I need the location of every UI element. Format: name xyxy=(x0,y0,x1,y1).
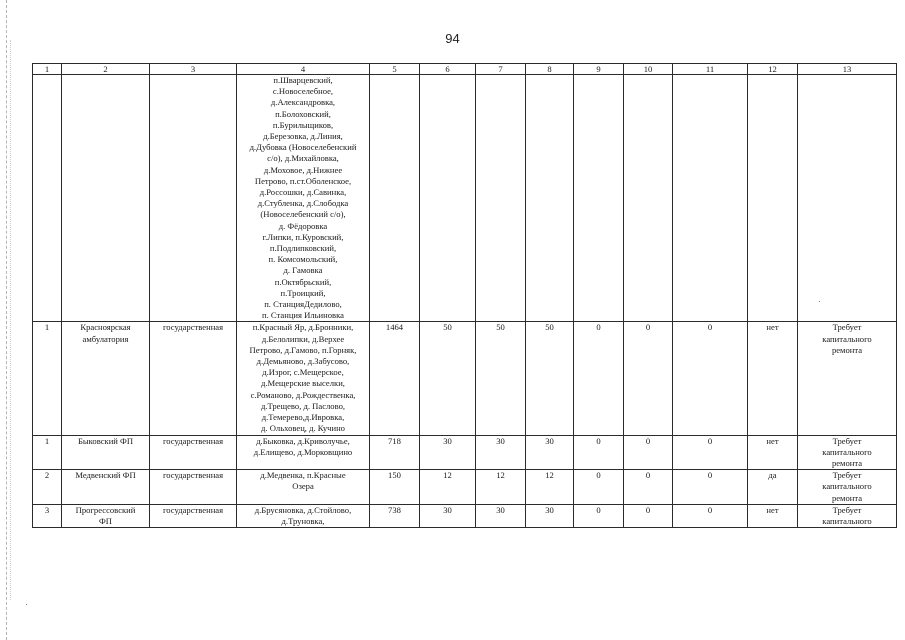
cell-condition: Требует капитального xyxy=(798,504,897,527)
binding-edge-mark-inner xyxy=(10,40,12,600)
cell-col8 xyxy=(526,75,574,322)
cell-col12: нет xyxy=(748,435,798,470)
table-row-continuation xyxy=(33,75,897,322)
cell-col8: 12 xyxy=(526,470,574,505)
cell-col10 xyxy=(624,75,673,322)
column-number-header: 4 xyxy=(237,64,370,75)
cell-condition: Требует капитального ремонта xyxy=(798,470,897,505)
column-number-header: 1 xyxy=(33,64,62,75)
cell-col6: 50 xyxy=(420,322,476,435)
cell-col7 xyxy=(476,75,526,322)
column-number-header: 6 xyxy=(420,64,476,75)
cell-ownership: государственная xyxy=(150,470,237,505)
column-number-header: 3 xyxy=(150,64,237,75)
cell-index xyxy=(33,75,62,322)
cell-ownership: государственная xyxy=(150,322,237,435)
cell-col12 xyxy=(748,75,798,322)
page-number: 94 xyxy=(445,31,460,46)
column-number-header: 11 xyxy=(673,64,748,75)
scan-speck xyxy=(26,604,27,605)
cell-settlements: д.Брусяновка, д.Стойлово, д.Труновка, xyxy=(237,504,370,527)
cell-col6: 30 xyxy=(420,435,476,470)
cell-col9: 0 xyxy=(574,435,624,470)
cell-settlements: д.Быковка, д.Криволучье, д.Елищево, д.Морковщино xyxy=(237,435,370,470)
cell-col10: 0 xyxy=(624,470,673,505)
cell-index: 1 xyxy=(33,435,62,470)
column-number-header: 8 xyxy=(526,64,574,75)
cell-col11: 0 xyxy=(673,435,748,470)
cell-col8: 30 xyxy=(526,504,574,527)
cell-col9: 0 xyxy=(574,470,624,505)
cell-col8: 50 xyxy=(526,322,574,435)
cell-col8: 30 xyxy=(526,435,574,470)
cell-col5: 1464 xyxy=(370,322,420,435)
table-row xyxy=(33,470,897,505)
cell-settlements: п.Красный Яр, д.Бронники, д.Белолипки, д.Верхее Петрово, д.Гамово, п.Горняк, д.Демьяново, д.Забусово, д.Изрог, с.Мещерское, д.Мещерские выселки, с.Романово, д.Рождественка, д.Трещево, д. Паслово, д.Темерево,д.Ивровка, д. Ольховец, д. Кучино xyxy=(237,322,370,435)
cell-col10: 0 xyxy=(624,504,673,527)
cell-ownership xyxy=(150,75,237,322)
cell-facility-name: Прогрессовский ФП xyxy=(62,504,150,527)
cell-col5: 738 xyxy=(370,504,420,527)
column-number-header: 2 xyxy=(62,64,150,75)
cell-col12: нет xyxy=(748,322,798,435)
cell-index: 2 xyxy=(33,470,62,505)
table-row xyxy=(33,322,897,435)
cell-condition: Требует капитального ремонта xyxy=(798,322,897,435)
cell-col12: да xyxy=(748,470,798,505)
cell-settlements: д.Медвенка, п.Красные Озера xyxy=(237,470,370,505)
cell-facility-name: Быковский ФП xyxy=(62,435,150,470)
cell-col5: 718 xyxy=(370,435,420,470)
column-number-header: 7 xyxy=(476,64,526,75)
cell-col9: 0 xyxy=(574,504,624,527)
cell-col9 xyxy=(574,75,624,322)
cell-condition xyxy=(798,75,897,322)
cell-col9: 0 xyxy=(574,322,624,435)
column-number-header: 5 xyxy=(370,64,420,75)
cell-col7: 50 xyxy=(476,322,526,435)
cell-col10: 0 xyxy=(624,435,673,470)
facilities-table xyxy=(32,63,897,528)
cell-col6: 30 xyxy=(420,504,476,527)
table-row xyxy=(33,504,897,527)
cell-index: 1 xyxy=(33,322,62,435)
cell-col6: 12 xyxy=(420,470,476,505)
cell-col11: 0 xyxy=(673,504,748,527)
column-number-header: 13 xyxy=(798,64,897,75)
cell-col6 xyxy=(420,75,476,322)
cell-col10: 0 xyxy=(624,322,673,435)
cell-col5: 150 xyxy=(370,470,420,505)
cell-facility-name: Медвенский ФП xyxy=(62,470,150,505)
cell-col5 xyxy=(370,75,420,322)
column-number-header: 12 xyxy=(748,64,798,75)
cell-col12: нет xyxy=(748,504,798,527)
cell-col11 xyxy=(673,75,748,322)
cell-settlements: п.Шварцевский, с.Новоселебное, д.Александровка, п.Болоховский, п.Бурилыщиков, д.Березовка, д.Линия, д.Дубовка (Новоселебенский с/о), д.Михайловка, д.Моховое, д.Нижнее Петрово, п.ст.Оболенское, д.Россошки, д.Савинка, д.Стубленка, д.Слободка (Новоселебенский с/о), д. Фёдоровка г.Липки, п.Куровский, п.Подлипковский, п. Комсомольский, д. Гамовка п.Октябрьский, п.Троицкий, п. СтанцияДедилово, п. Станция Ильиновка xyxy=(237,75,370,322)
column-number-header: 9 xyxy=(574,64,624,75)
cell-col11: 0 xyxy=(673,322,748,435)
cell-col7: 30 xyxy=(476,504,526,527)
cell-col7: 12 xyxy=(476,470,526,505)
cell-col7: 30 xyxy=(476,435,526,470)
column-number-header: 10 xyxy=(624,64,673,75)
cell-ownership: государственная xyxy=(150,504,237,527)
table-row xyxy=(33,435,897,470)
cell-condition: Требует капитального ремонта xyxy=(798,435,897,470)
binding-edge-mark xyxy=(6,0,8,640)
cell-facility-name xyxy=(62,75,150,322)
cell-ownership: государственная xyxy=(150,435,237,470)
cell-index: 3 xyxy=(33,504,62,527)
table-header-row xyxy=(33,64,897,75)
cell-col11: 0 xyxy=(673,470,748,505)
cell-facility-name: Красноярская амбулатория xyxy=(62,322,150,435)
